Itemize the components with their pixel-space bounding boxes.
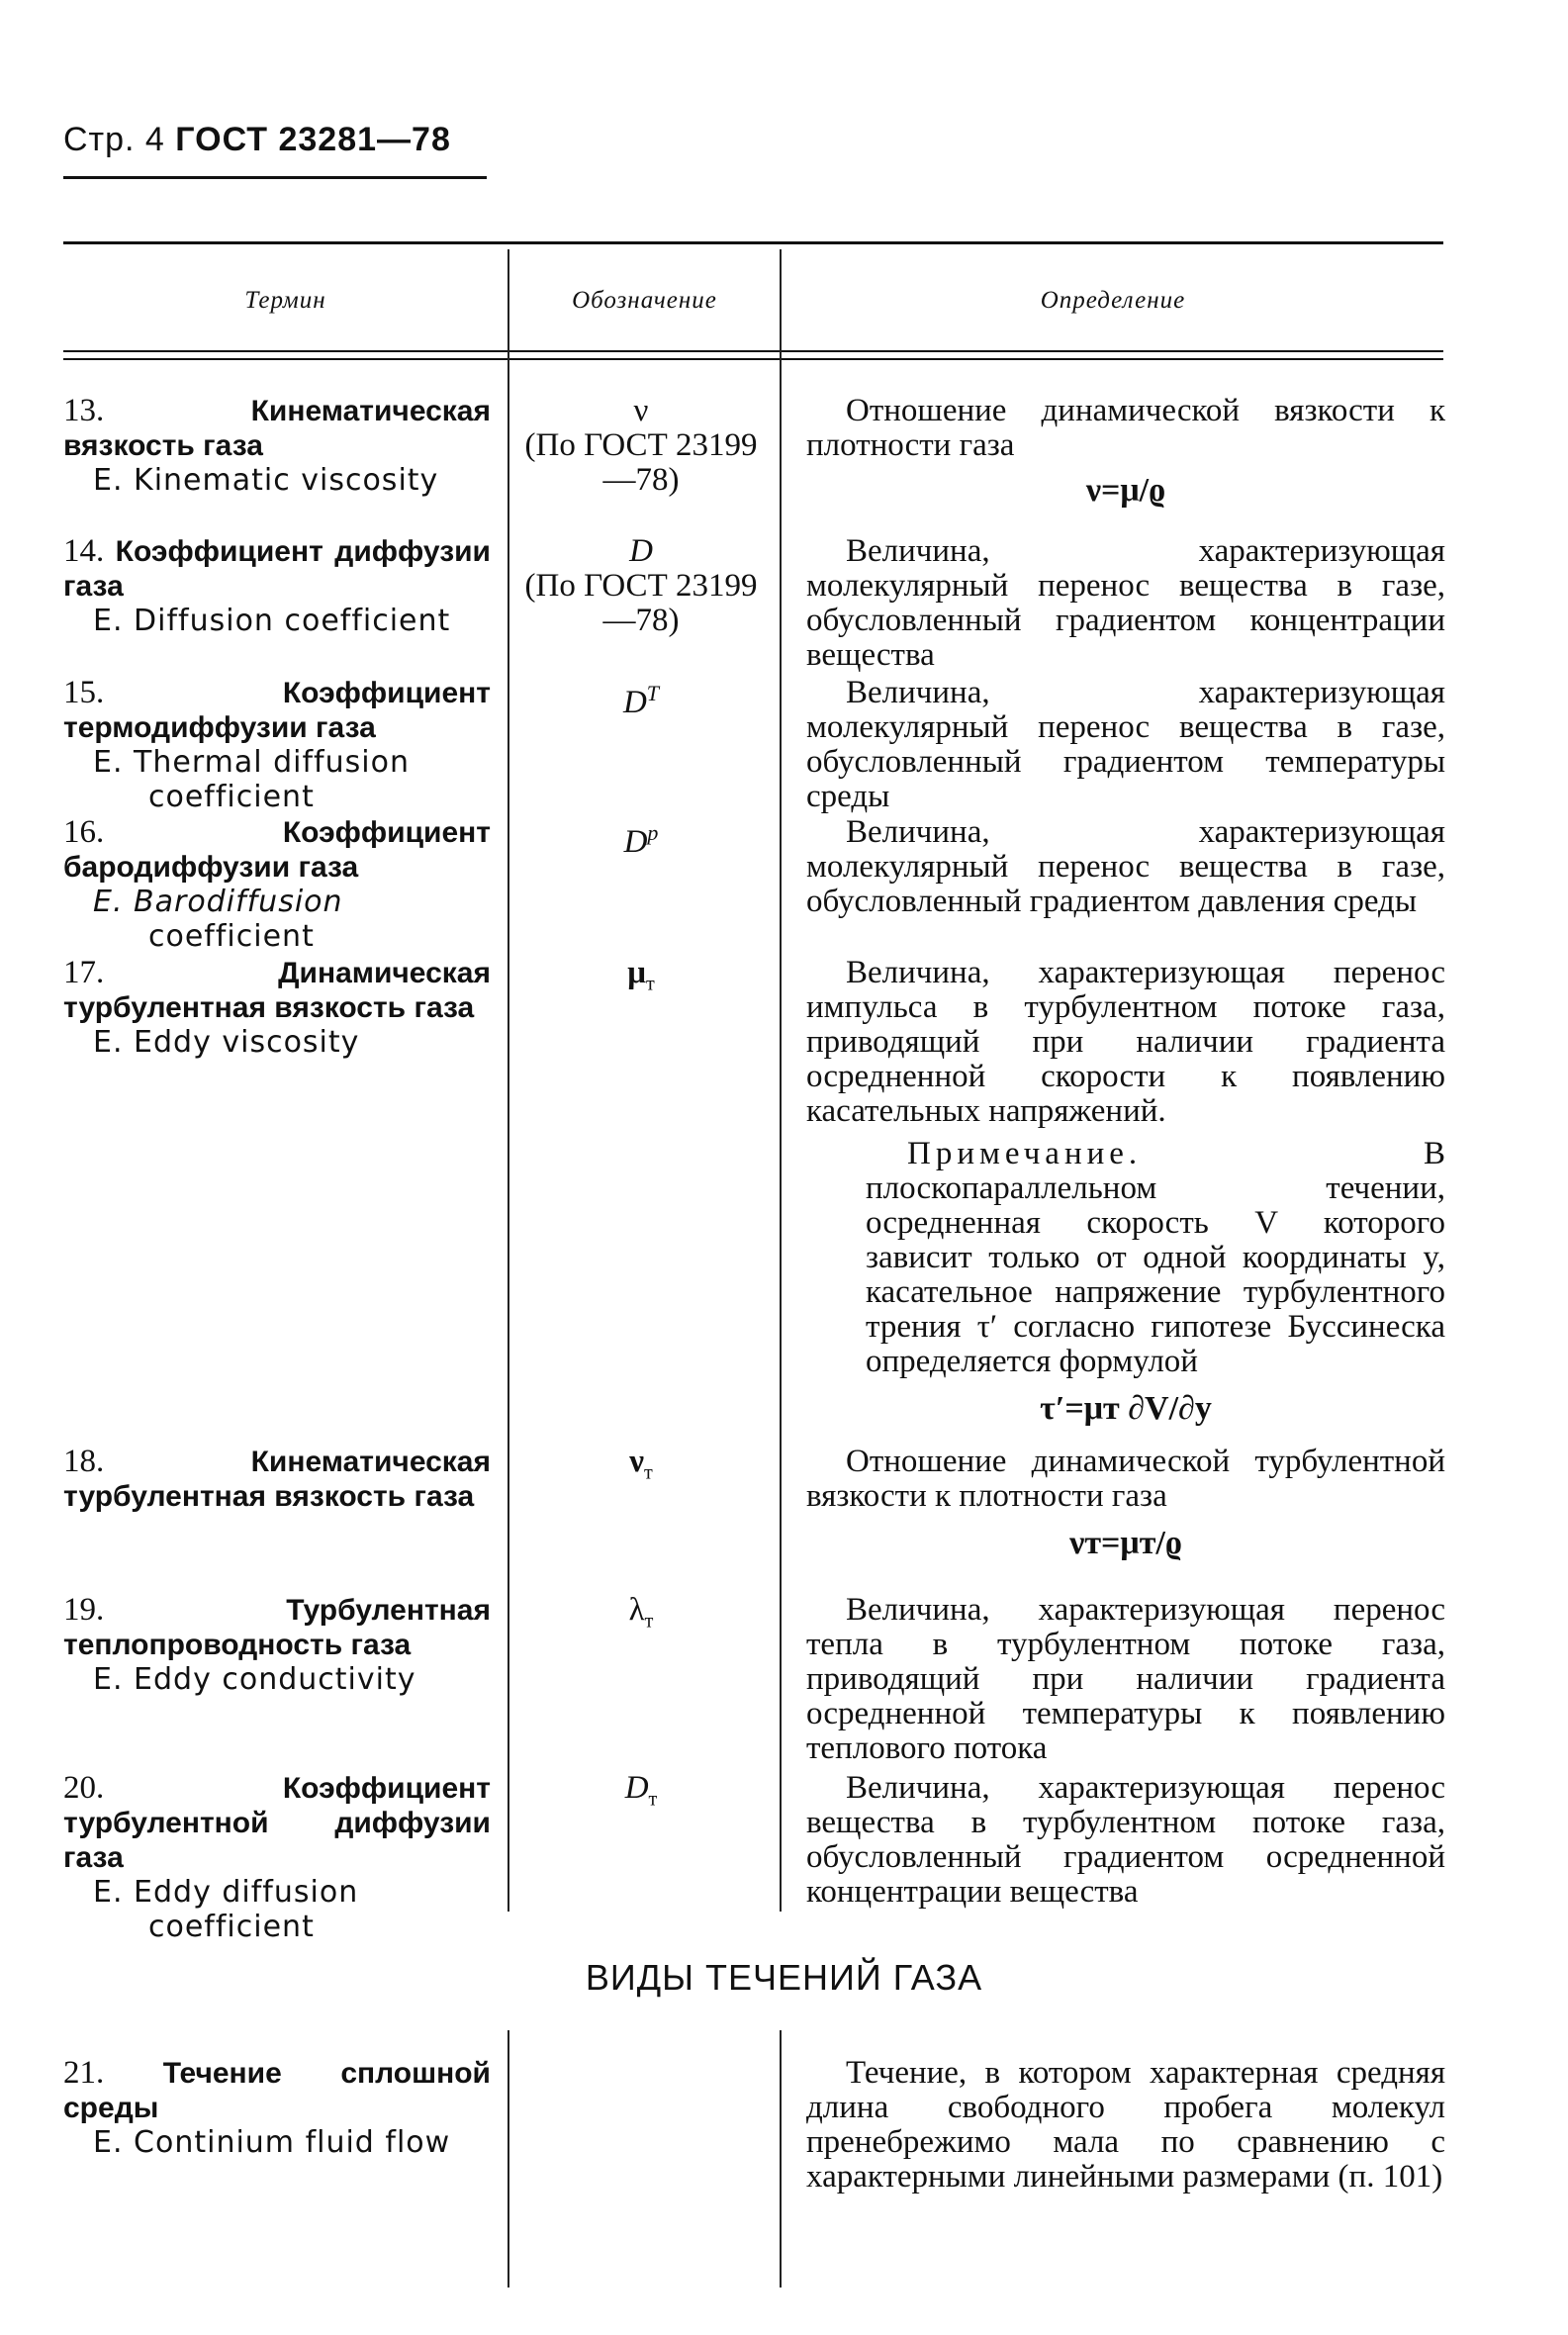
formula: ν=μ/ϱ	[1085, 472, 1166, 509]
definition-text: Течение, в котором характерная средняя длина свободного пробега молекул пренебрежимо мала по сравнению с характерными линейными размерами (п. 101)	[806, 2055, 1445, 2195]
symbol-base: ν	[629, 1444, 644, 1479]
column-divider-1-lower	[507, 2030, 509, 2288]
definition-text: Величина, характеризующая перенос вещества в турбулентном потоке газа, обусловленный градиентом осредненной концентрации вещества	[806, 1770, 1445, 1910]
page-number: Стр. 4	[63, 121, 165, 158]
symbol-reference: (По ГОСТ 23199—78)	[524, 568, 758, 638]
term-number: 15.	[63, 675, 105, 710]
term-english: E. Barodiffusion	[93, 885, 343, 919]
formula: τ′=μт ∂V/∂y	[1040, 1390, 1212, 1427]
definition-text: Величина, характеризующая молекулярный перенос вещества в газе, обусловленный градиентом температуры среды	[806, 675, 1445, 814]
term-name: Коэффициент турбулентной диффузии газа	[63, 1772, 491, 1874]
table-header-rule	[63, 350, 1443, 352]
term-name: Течение сплошной среды	[63, 2057, 492, 2124]
definition-15	[806, 676, 1445, 814]
symbol-20	[520, 1771, 762, 1818]
column-divider-1	[507, 249, 509, 1912]
definition-text: Величина, характеризующая молекулярный перенос вещества в газе, обусловленный градиентом концентрации вещества	[806, 533, 1445, 673]
column-divider-2-lower	[780, 2030, 782, 2288]
symbol-reference: (По ГОСТ 23199—78)	[524, 427, 758, 498]
symbol: D	[629, 533, 653, 569]
term-english-cont: coefficient	[148, 780, 315, 814]
term-name: Турбулентная теплопроводность газа	[63, 1594, 491, 1661]
term-number: 16.	[63, 814, 105, 850]
symbol-base: D	[622, 685, 647, 720]
symbol-14	[520, 534, 762, 638]
symbol-16	[520, 815, 762, 860]
symbol-base: D	[623, 824, 648, 860]
term-number: 18.	[63, 1444, 105, 1479]
term-english-cont: coefficient	[148, 1910, 315, 1944]
term-number: 17.	[63, 955, 105, 990]
column-header-term: Термин	[244, 287, 326, 314]
symbol-superscript: T	[646, 681, 660, 705]
term-english: E. Kinematic viscosity	[93, 463, 439, 498]
definition-text: Величина, характеризующая молекулярный перенос вещества в газе, обусловленный градиентом давления среды	[806, 814, 1445, 919]
term-16	[63, 815, 491, 954]
term-english: E. Eddy diffusion	[93, 1875, 359, 1910]
term-15	[63, 676, 491, 814]
symbol-15	[520, 676, 762, 720]
term-english: E. Eddy conductivity	[93, 1662, 416, 1697]
term-english-cont: coefficient	[148, 919, 315, 954]
symbol-13	[520, 394, 762, 498]
term-english: E. Continium fluid flow	[93, 2125, 451, 2160]
term-english: E. Thermal diffusion	[93, 745, 410, 780]
definition-20	[806, 1771, 1445, 1910]
symbol-19	[520, 1593, 762, 1639]
term-number: 13.	[63, 393, 105, 428]
term-20	[63, 1771, 491, 1944]
term-english: E. Eddy viscosity	[93, 1025, 360, 1060]
column-divider-2	[780, 249, 782, 1912]
symbol-base: μ	[627, 955, 646, 990]
running-head	[63, 121, 451, 159]
definition-16	[806, 815, 1445, 919]
symbol-base: λ	[628, 1592, 645, 1628]
term-name: Кинематическая вязкость газа	[63, 395, 491, 462]
column-header-definition: Определение	[1040, 287, 1186, 314]
term-name: Коэффициент диффузии газа	[63, 535, 491, 603]
term-name: Кинематическая турбулентная вязкость газа	[63, 1446, 491, 1513]
symbol-subscript: т	[644, 1610, 654, 1633]
table-top-rule	[63, 241, 1443, 244]
definition-text: Отношение динамической турбулентной вязкости к плотности газа	[806, 1444, 1445, 1514]
term-21	[63, 2056, 491, 2160]
running-head-rule	[63, 176, 487, 179]
formula: νт=μт/ϱ	[1069, 1525, 1182, 1561]
column-header-symbol: Обозначение	[572, 287, 717, 314]
standard-id: ГОСТ 23281—78	[175, 121, 451, 158]
term-name: Динамическая турбулентная вязкость газа	[63, 957, 491, 1024]
term-english: E. Diffusion coefficient	[93, 604, 451, 638]
definition-13	[806, 394, 1445, 508]
symbol-superscript: p	[647, 820, 659, 845]
note-text: В плоскопараллельном течении, осредненная скорость V которого зависит только от одной координаты y, касательное напряжение турбулентного трения τ′ согласно гипотезе Буссинеска определяется формулой	[866, 1136, 1445, 1379]
note	[806, 1137, 1445, 1379]
definition-text: Величина, характеризующая перенос тепла в турбулентном потоке газа, приводящий при наличии градиента осредненной температуры к появлению теплового потока	[806, 1592, 1445, 1766]
symbol: ν	[633, 393, 649, 428]
symbol-subscript: т	[648, 1788, 658, 1811]
symbol-base: D	[624, 1770, 649, 1806]
term-number: 21.	[63, 2055, 105, 2091]
term-18	[63, 1445, 491, 1514]
note-label: Примечание.	[907, 1136, 1143, 1171]
symbol-subscript: т	[645, 973, 655, 995]
symbol-18	[520, 1445, 762, 1491]
term-number: 14.	[63, 533, 105, 569]
term-17	[63, 956, 491, 1060]
term-14	[63, 534, 491, 638]
definition-18	[806, 1445, 1445, 1560]
term-number: 19.	[63, 1592, 105, 1628]
definition-17	[806, 956, 1445, 1426]
definition-text: Величина, характеризующая перенос импульса в турбулентном потоке газа, приводящий при наличии градиента осредненной скорости к появлению касательных напряжений.	[806, 955, 1445, 1129]
definition-text: Отношение динамической вязкости к плотности газа	[806, 393, 1445, 463]
symbol-subscript: т	[644, 1461, 653, 1484]
term-19	[63, 1593, 491, 1697]
definition-19	[806, 1593, 1445, 1766]
symbol-17	[520, 956, 762, 1002]
definition-21	[806, 2056, 1445, 2195]
term-13	[63, 394, 491, 498]
definition-14	[806, 534, 1445, 673]
term-name: Коэффициент термодиффузии газа	[63, 677, 491, 744]
term-number: 20.	[63, 1770, 105, 1806]
term-name: Коэффициент бародиффузии газа	[63, 816, 491, 884]
section-title: ВИДЫ ТЕЧЕНИЙ ГАЗА	[585, 1957, 983, 1998]
table-header-rule-double	[63, 358, 1443, 360]
